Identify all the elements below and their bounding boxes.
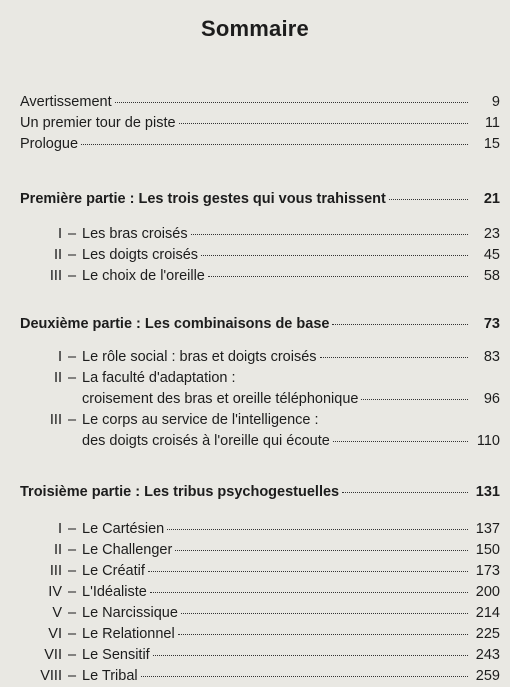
dot-leader (178, 633, 468, 635)
chapter-label-line2: des doigts croisés à l'oreille qui écoute (82, 433, 330, 449)
dot-leader (201, 254, 468, 256)
part-page: 21 (483, 191, 500, 207)
chapter-label: Le choix de l'oreille (82, 268, 205, 284)
part-page: 73 (483, 316, 500, 332)
chapter-number: III (49, 268, 62, 284)
chapter-number: III (49, 412, 62, 428)
chapter-entry (20, 561, 500, 582)
dash: – (67, 668, 77, 684)
dash: – (67, 370, 77, 386)
dot-leader (167, 528, 468, 530)
chapter-entry-continuation (20, 389, 500, 410)
dot-leader (81, 143, 468, 145)
dash: – (67, 247, 77, 263)
chapter-label: Le Cartésien (82, 521, 165, 537)
dash: – (67, 626, 77, 642)
chapter-number: VII (44, 647, 62, 663)
chapter-label: Le Narcissique (82, 605, 178, 621)
dot-leader (141, 675, 468, 677)
dot-leader (361, 398, 468, 400)
chapter-number: III (49, 563, 62, 579)
chapter-page: 96 (483, 391, 500, 407)
chapter-number: I (57, 349, 62, 365)
dot-leader (153, 654, 468, 656)
dot-leader (333, 440, 468, 442)
entry-label: Un premier tour de piste (20, 115, 176, 131)
chapter-number: IV (48, 584, 62, 600)
chapter-entry (20, 540, 500, 561)
dash: – (67, 412, 77, 428)
chapter-entry (20, 266, 500, 287)
chapter-number: I (57, 226, 62, 242)
chapter-entry (20, 368, 500, 389)
dot-leader (320, 356, 468, 358)
chapter-page: 45 (483, 247, 500, 263)
dot-leader (148, 570, 468, 572)
chapter-page: 214 (475, 605, 500, 621)
chapter-label-line2: croisement des bras et oreille téléphonique (82, 391, 359, 407)
chapter-number: V (52, 605, 62, 621)
entry-page: 9 (491, 94, 500, 110)
part-title: Première partie : Les trois gestes qui vous trahissent (20, 191, 386, 207)
chapter-entry (20, 582, 500, 603)
chapter-entry (20, 519, 500, 540)
intro-section (20, 92, 500, 155)
entry-label: Prologue (20, 136, 79, 152)
dot-leader (179, 122, 468, 124)
toc-entry (20, 113, 500, 134)
part-heading (20, 189, 500, 210)
entry-label: Avertissement (20, 94, 112, 110)
chapter-label: L'Idéaliste (82, 584, 147, 600)
chapter-entry (20, 645, 500, 666)
dot-leader (181, 612, 468, 614)
dot-leader (115, 101, 468, 103)
chapter-page: 83 (483, 349, 500, 365)
chapter-number: VI (48, 626, 62, 642)
chapter-label: Le Challenger (82, 542, 173, 558)
dash: – (67, 268, 77, 284)
chapter-number: I (57, 521, 62, 537)
dash: – (67, 349, 77, 365)
toc-entry (20, 92, 500, 113)
chapter-page: 110 (476, 433, 500, 449)
chapter-entry-continuation (20, 431, 500, 452)
part-two-section (20, 314, 500, 452)
entry-page: 11 (484, 115, 500, 131)
chapter-number: II (53, 247, 62, 263)
chapter-entry (20, 624, 500, 645)
dash: – (67, 563, 77, 579)
chapter-entry (20, 245, 500, 266)
chapter-label: Le Tribal (82, 668, 138, 684)
chapter-entry (20, 410, 500, 431)
page-title: Sommaire (201, 16, 309, 41)
chapter-label: Le Créatif (82, 563, 145, 579)
chapter-label: Le Sensitif (82, 647, 150, 663)
chapter-label: Le rôle social : bras et doigts croisés (82, 349, 317, 365)
part-heading (20, 314, 500, 335)
part-three-section (20, 482, 500, 687)
dash: – (67, 226, 77, 242)
part-page: 131 (475, 484, 500, 500)
dash: – (67, 647, 77, 663)
chapter-page: 137 (475, 521, 500, 537)
dot-leader (150, 591, 468, 593)
dot-leader (342, 491, 468, 493)
dash: – (67, 605, 77, 621)
chapter-number: II (53, 542, 62, 558)
part-title: Deuxième partie : Les combinaisons de base (20, 316, 330, 332)
part-title: Troisième partie : Les tribus psychogestuelles (20, 484, 340, 500)
chapter-label: Les doigts croisés (82, 247, 199, 263)
toc-entry (20, 134, 500, 155)
chapter-page: 23 (483, 226, 500, 242)
dot-leader (332, 323, 468, 325)
chapter-page: 225 (475, 626, 500, 642)
chapter-number: II (53, 370, 62, 386)
chapter-entry (20, 603, 500, 624)
chapter-page: 243 (475, 647, 500, 663)
dot-leader (208, 275, 468, 277)
chapter-page: 259 (475, 668, 500, 684)
part-heading (20, 482, 500, 503)
chapter-number: VIII (40, 668, 62, 684)
dash: – (67, 542, 77, 558)
chapter-page: 200 (475, 584, 500, 600)
entry-page: 15 (483, 136, 500, 152)
part-one-section (20, 189, 500, 287)
dash: – (67, 584, 77, 600)
chapter-label: Les bras croisés (82, 226, 188, 242)
chapter-page: 150 (475, 542, 500, 558)
dot-leader (389, 198, 468, 200)
chapter-entry (20, 666, 500, 687)
chapter-label: Le corps au service de l'intelligence : (82, 412, 319, 428)
chapter-entry (20, 347, 500, 368)
chapter-page: 173 (475, 563, 500, 579)
dot-leader (191, 233, 468, 235)
chapter-label: Le Relationnel (82, 626, 175, 642)
dot-leader (175, 549, 468, 551)
chapter-entry (20, 224, 500, 245)
chapter-label: La faculté d'adaptation : (82, 370, 236, 386)
chapter-page: 58 (483, 268, 500, 284)
dash: – (67, 521, 77, 537)
